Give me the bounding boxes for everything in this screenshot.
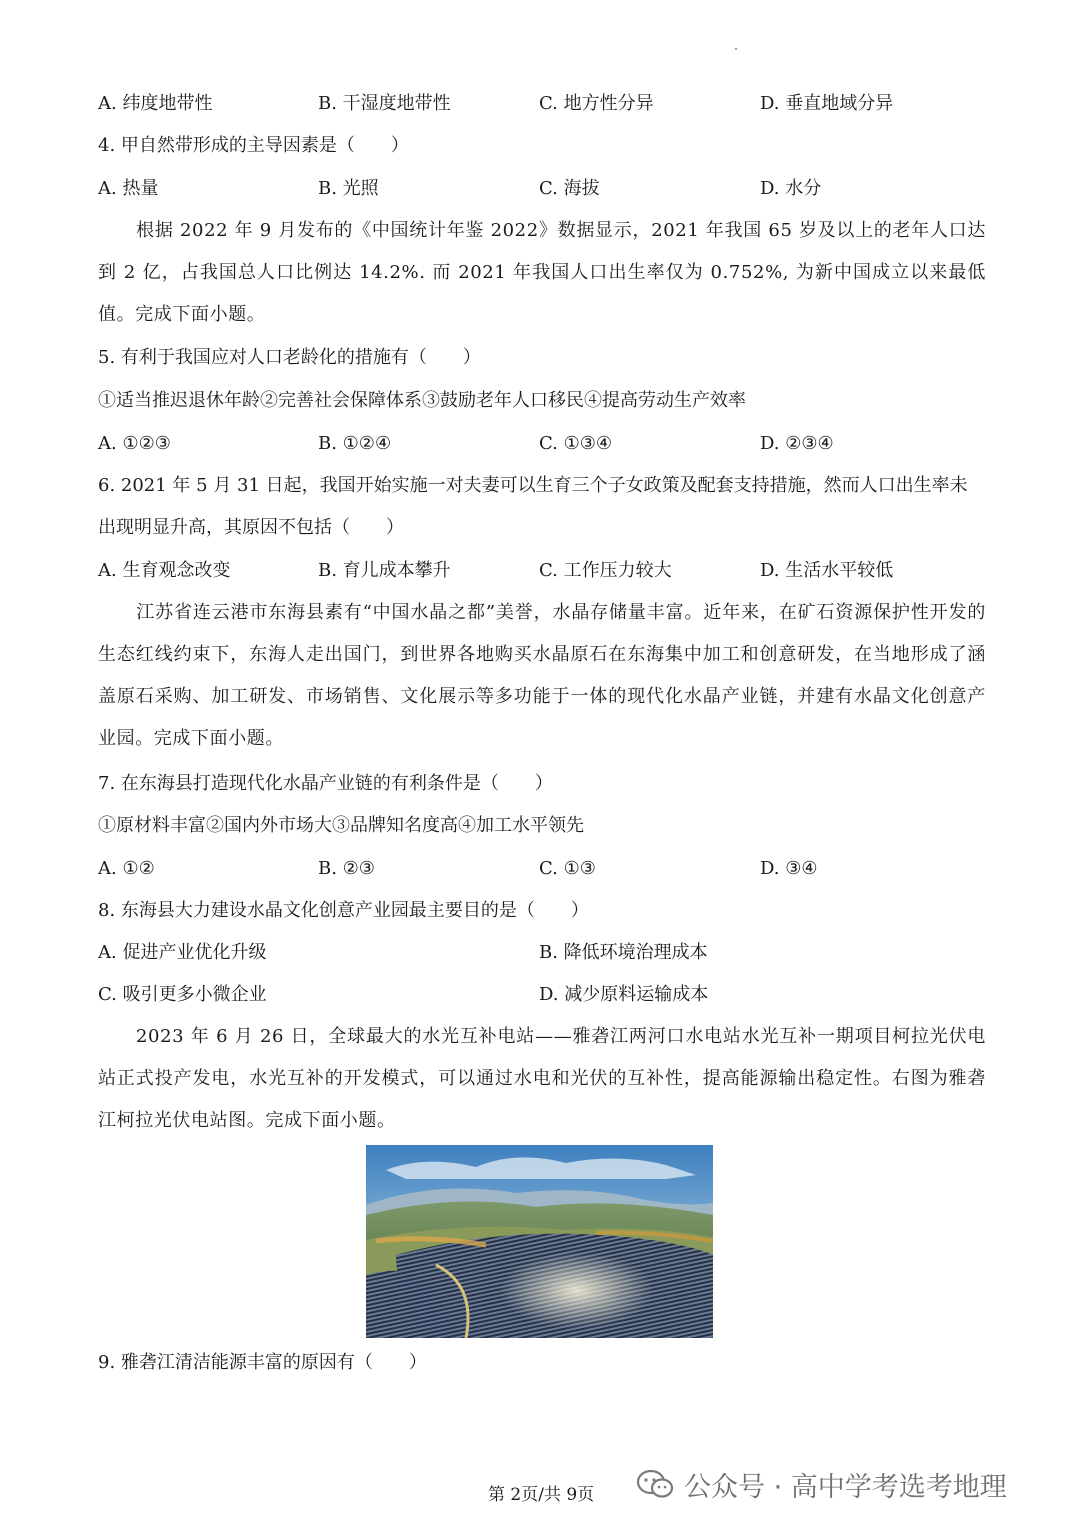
- q6-option-d: D. 生活水平较低: [760, 560, 894, 581]
- q4-option-a: A. 热量: [98, 178, 159, 199]
- q5-stem: 5. 有利于我国应对人口老龄化的措施有（ ）: [98, 347, 481, 368]
- q6-stem-line1: 6. 2021 年 5 月 31 日起，我国开始实施一对夫妻可以生育三个子女政策及配套支持措施，然而人口出生率未: [98, 475, 968, 496]
- q8-stem: 8. 东海县大力建设水晶文化创意产业园最主要目的是（ ）: [98, 900, 589, 921]
- passage-solar: [98, 1016, 986, 1142]
- solar-station-photo: [366, 1145, 713, 1338]
- q8-option-c: C. 吸引更多小微企业: [98, 984, 267, 1005]
- q7-option-c: C. ①③: [539, 858, 596, 879]
- q5-option-d: D. ②③④: [760, 433, 834, 454]
- q4-stem: 4. 甲自然带形成的主导因素是（ ）: [98, 135, 409, 156]
- solar-station-illustration: [366, 1145, 713, 1338]
- q7-items: ①原材料丰富②国内外市场大③品牌知名度高④加工水平领先: [98, 815, 584, 836]
- q6-stem-line2: 出现明显升高，其原因不包括（ ）: [98, 517, 404, 538]
- passage-crystal-text: 江苏省连云港市东海县素有“中国水晶之都”美誉，水晶存储量丰富。近年来，在矿石资源保护性开发的生态红线约束下，东海人走出国门，到世界各地购买水晶原石在东海集中加工和创意研发，在当地形成了涵盖原石采购、加工研发、市场销售、文化展示等多功能于一体的现代化水晶产业链，并建有水晶文化创意产业园。完成下面小题。: [98, 602, 986, 749]
- q4-option-c: C. 海拔: [539, 178, 600, 199]
- q7-option-a: A. ①②: [98, 858, 155, 879]
- q6-option-a: A. 生育观念改变: [98, 560, 231, 581]
- scan-dot: [735, 48, 737, 50]
- q4-option-b: B. 光照: [318, 178, 379, 199]
- q7-option-d: D. ③④: [760, 858, 818, 879]
- passage-population: [98, 210, 986, 336]
- q8-option-a: A. 促进产业优化升级: [98, 942, 267, 963]
- wechat-icon: [636, 1469, 674, 1499]
- page-footer: 第 2页/共 9页: [488, 1485, 595, 1505]
- q5-option-a: A. ①②③: [98, 433, 171, 454]
- q4-option-d: D. 水分: [760, 178, 822, 199]
- q7-stem: 7. 在东海县打造现代化水晶产业链的有利条件是（ ）: [98, 773, 553, 794]
- passage-population-text: 根据 2022 年 9 月发布的《中国统计年鉴 2022》数据显示，2021 年我国 65 岁及以上的老年人口达到 2 亿，占我国总人口比例达 14.2%. 而 2021 年我国人口出生率仅为 0.752%, 为新中国成立以来最低值。完成下面小题。: [98, 220, 986, 325]
- q3-option-a: A. 纬度地带性: [98, 93, 213, 114]
- q3-option-b: B. 干湿度地带性: [318, 93, 451, 114]
- q7-option-b: B. ②③: [318, 858, 375, 879]
- q6-option-b: B. 育儿成本攀升: [318, 560, 451, 581]
- q3-option-c: C. 地方性分异: [539, 93, 654, 114]
- watermark-text: 公众号 · 高中学考选考地理: [684, 1471, 1007, 1503]
- q3-option-d: D. 垂直地域分异: [760, 93, 894, 114]
- q5-option-c: C. ①③④: [539, 433, 612, 454]
- passage-solar-text: 2023 年 6 月 26 日，全球最大的水光互补电站——雅砻江两河口水电站水光互补一期项目柯拉光伏电站正式投产发电，水光互补的开发模式，可以通过水电和光伏的互补性，提高能源输出稳定性。右图为雅砻江柯拉光伏电站图。完成下面小题。: [98, 1026, 986, 1131]
- q8-option-b: B. 降低环境治理成本: [539, 942, 708, 963]
- q6-option-c: C. 工作压力较大: [539, 560, 672, 581]
- q8-option-d: D. 减少原料运输成本: [539, 984, 709, 1005]
- q9-stem: 9. 雅砻江清洁能源丰富的原因有（ ）: [98, 1352, 427, 1373]
- q5-items: ①适当推迟退休年龄②完善社会保障体系③鼓励老年人口移民④提高劳动生产效率: [98, 390, 746, 411]
- q5-option-b: B. ①②④: [318, 433, 392, 454]
- passage-crystal: [98, 592, 986, 760]
- wechat-watermark: [636, 1466, 1007, 1502]
